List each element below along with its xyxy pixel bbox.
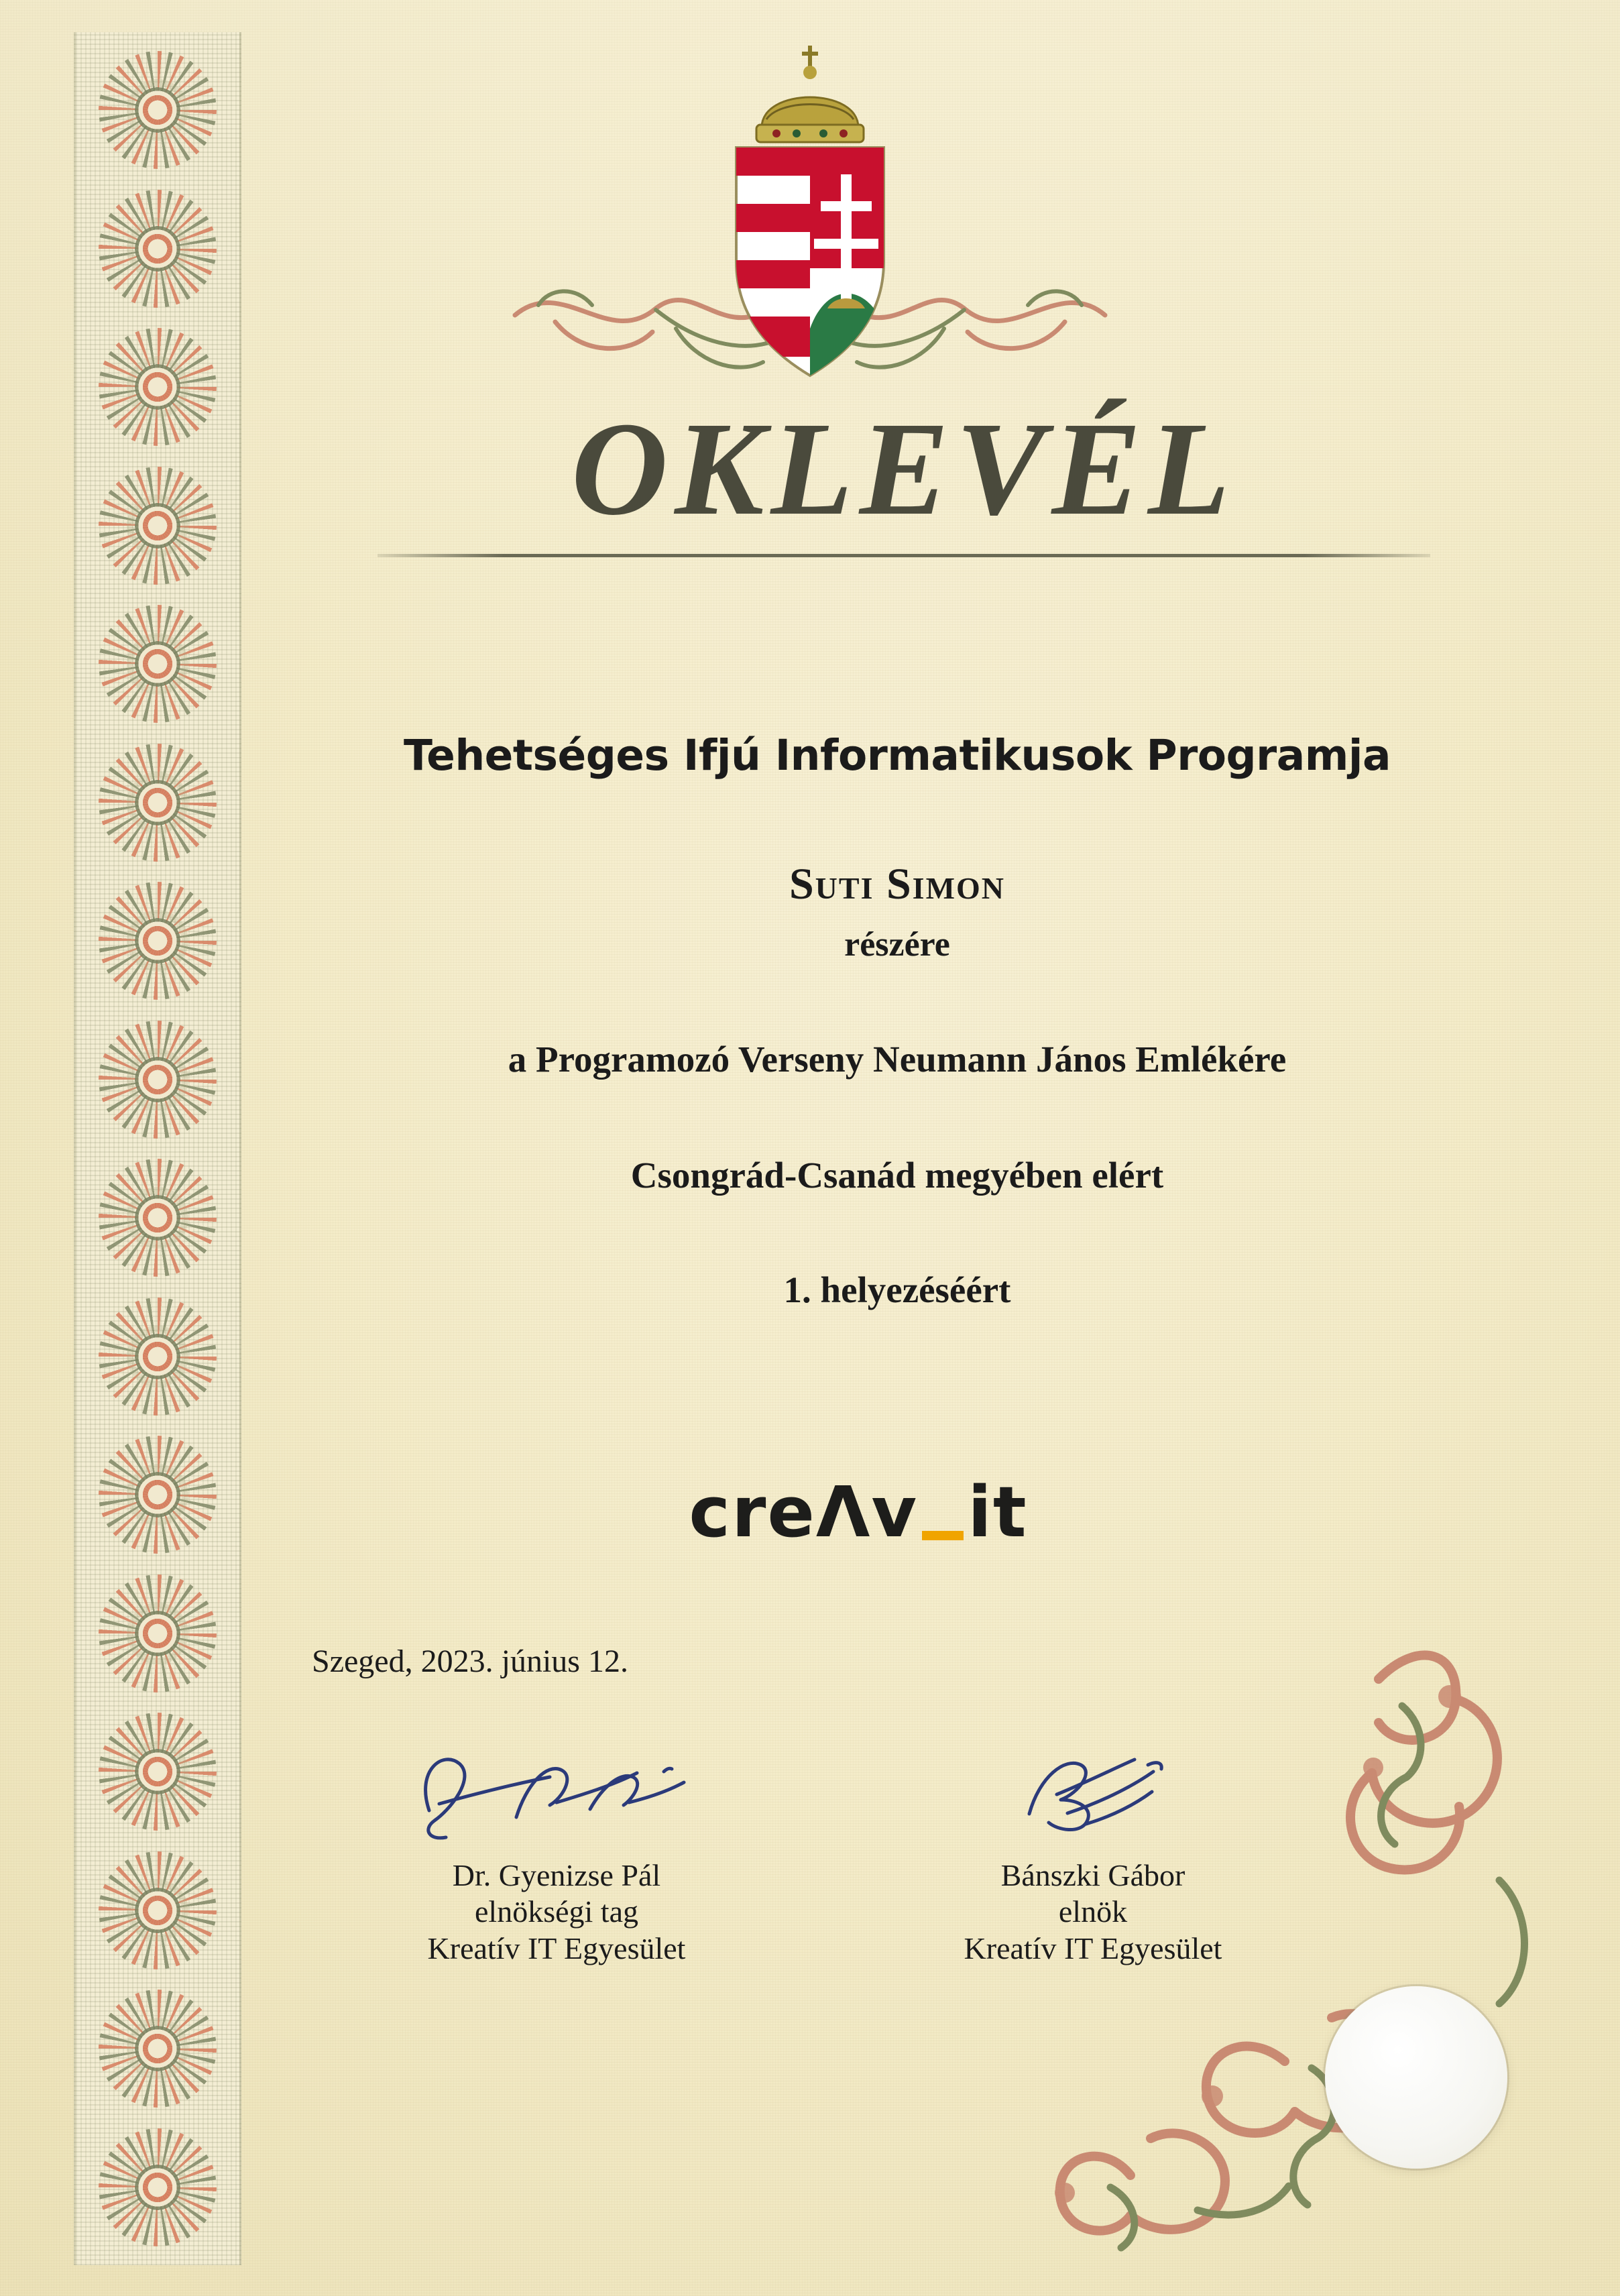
- rosette-motif-icon: [92, 1845, 223, 1976]
- recipient-suffix: részére: [844, 925, 950, 964]
- rosette-motif-icon: [92, 737, 223, 868]
- title-divider: [378, 554, 1430, 557]
- signer-organization: Kreatív IT Egyesület: [427, 1931, 686, 1965]
- signature-block-left: [349, 1730, 764, 1967]
- signature-area: [349, 1730, 1301, 1967]
- logo-part-it: it: [968, 1471, 1028, 1553]
- signature-mark-right: [885, 1730, 1301, 1857]
- rosette-motif-icon: [92, 1429, 223, 1560]
- rosette-motif-icon: [92, 1014, 223, 1145]
- embossed-seal: [1325, 1986, 1507, 2169]
- signature-mark-left: [349, 1730, 764, 1857]
- rosette-motif-icon: [92, 1706, 223, 1837]
- signer-name: Dr. Gyenizse Pál: [452, 1858, 661, 1892]
- rosette-motif-icon: [92, 2122, 223, 2253]
- program-name: Tehetséges Ifjú Informatikusok Programja: [404, 731, 1391, 780]
- rosette-motif-icon: [92, 1291, 223, 1422]
- certificate-title-block: [288, 395, 1519, 557]
- award-placement-line: 1. helyezéséért: [783, 1269, 1011, 1310]
- page-title: OKLEVÉL: [571, 395, 1237, 543]
- logo-underscore-icon: [922, 1531, 964, 1540]
- award-contest-line: a Programozó Verseny Neumann János Emlékére: [508, 1039, 1287, 1080]
- signer-organization: Kreatív IT Egyesület: [964, 1931, 1222, 1965]
- signer-role: elnökségi tag: [475, 1894, 638, 1929]
- rosette-motif-icon: [92, 875, 223, 1007]
- rosette-motif-icon: [92, 1152, 223, 1283]
- logo-lambda-a-icon: Λ: [815, 1471, 872, 1553]
- rosette-motif-icon: [92, 1983, 223, 2114]
- rosette-motif-icon: [92, 460, 223, 591]
- hungarian-coat-of-arms: [709, 40, 911, 402]
- signer-role: elnök: [1058, 1894, 1128, 1929]
- recipient-name: Suti Simon: [789, 860, 1006, 909]
- logo-part-v: v: [871, 1471, 919, 1553]
- rosette-motif-icon: [92, 1568, 223, 1699]
- rosette-motif-icon: [92, 44, 223, 176]
- rosette-motif-icon: [92, 183, 223, 314]
- signer-name: Bánszki Gábor: [1000, 1858, 1185, 1892]
- logo-part-c: c: [689, 1471, 732, 1553]
- signature-block-right: [885, 1730, 1301, 1967]
- logo-wordmark: [689, 1471, 1027, 1553]
- logo-part-re: re: [732, 1471, 816, 1553]
- rosette-motif-icon: [92, 598, 223, 730]
- award-region-line: Csongrád-Csanád megyében elért: [630, 1155, 1164, 1196]
- certificate-body: [268, 731, 1526, 1311]
- woven-rosette-border: [74, 32, 241, 2265]
- creativ-it-logo: [577, 1469, 1140, 1556]
- rosette-motif-icon: [92, 321, 223, 453]
- place-and-date: Szeged, 2023. június 12.: [312, 1644, 628, 1679]
